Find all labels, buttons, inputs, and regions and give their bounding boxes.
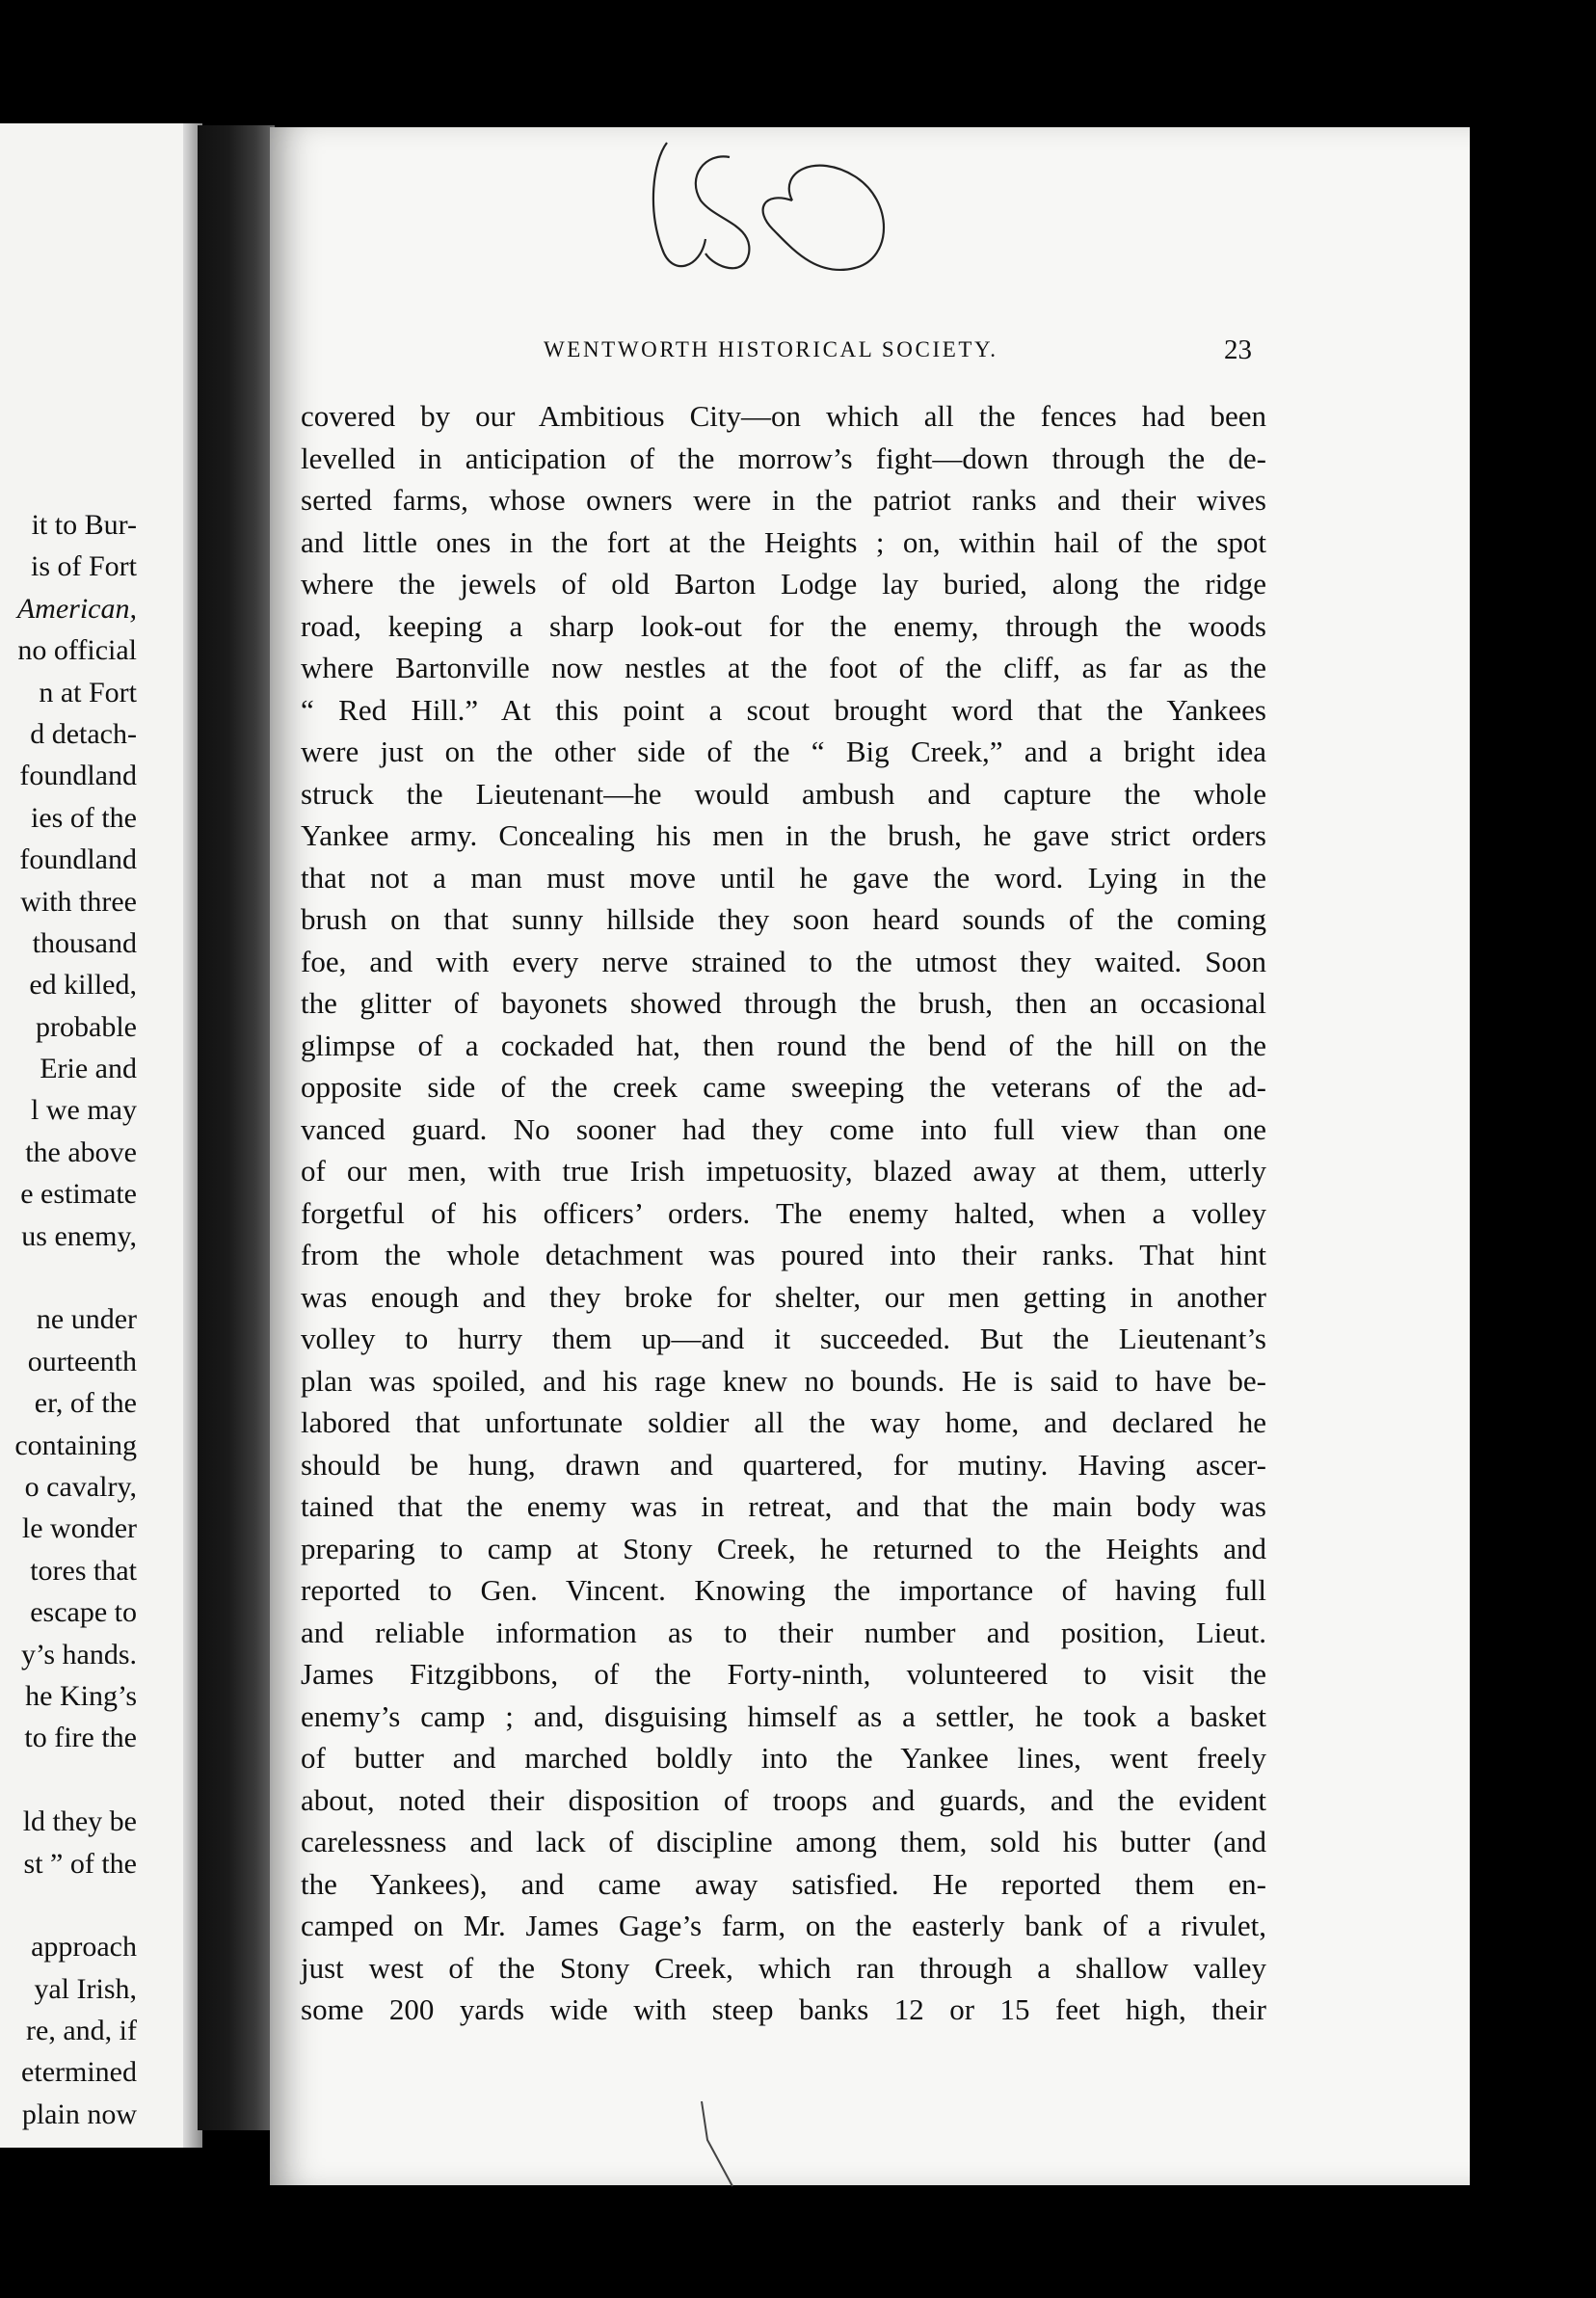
left-page-line: to fire the — [24, 1722, 137, 1754]
text-line: where the jewels of old Barton Lodge lay buried, along the ridge — [301, 567, 1266, 601]
left-page-line: ed killed, — [29, 969, 137, 1002]
left-page-line: yal Irish, — [34, 1972, 137, 2005]
text-line: labored that unfortunate soldier all the way home, and declared he — [301, 1405, 1266, 1439]
text-line: about, noted their disposition of troops and guards, and the evident — [301, 1782, 1266, 1817]
text-line: foe, and with every nerve strained to the utmost they waited. Soon — [301, 944, 1266, 978]
text-line: plan was spoiled, and his rage knew no bounds. He is said to have be- — [301, 1363, 1266, 1398]
left-page-line: us enemy, — [21, 1219, 137, 1252]
text-line: glimpse of a cockaded hat, then round the bend of the hill on the — [301, 1028, 1266, 1062]
text-line: opposite side of the creek came sweeping the veterans of the ad- — [301, 1070, 1266, 1104]
text-line: and little ones in the fort at the Heights ; on, within hail of the spot — [301, 524, 1266, 559]
text-line: carelessness and lack of discipline among them, sold his butter (and — [301, 1825, 1266, 1858]
text-line: road, keeping a sharp look-out for the enemy, through the woods — [301, 608, 1266, 643]
left-page-line: thousand — [32, 926, 137, 959]
left-page-line: it to Bur- — [31, 509, 137, 541]
text-line: of butter and marched boldly into the Yankee lines, went freely — [301, 1741, 1266, 1775]
handwritten-page-number — [648, 123, 918, 287]
left-page-line: er, of the — [34, 1387, 137, 1420]
left-page-line: y’s hands. — [21, 1638, 137, 1670]
text-line: the glitter of bayonets showed through the brush, then an occasional — [301, 986, 1266, 1020]
text-line: of our men, with true Irish impetuosity, blazed away at them, utterly — [301, 1154, 1266, 1188]
text-line: were just on the other side of the “ Big Creek,” and a bright idea — [301, 735, 1266, 768]
left-page-line: escape to — [30, 1596, 137, 1629]
text-line: the Yankees), and came away satisfied. He reported them en- — [301, 1866, 1266, 1901]
text-line: enemy’s camp ; and, disguising himself as a settler, he took a basket — [301, 1698, 1266, 1733]
left-page-line: d detach- — [30, 717, 137, 750]
text-line: struck the Lieutenant—he would ambush and capture the whole — [301, 776, 1266, 811]
left-page-text — [0, 504, 137, 2135]
left-page-line: l we may — [31, 1094, 137, 1127]
left-page-line: tores that — [30, 1554, 137, 1587]
left-page-line: probable — [36, 1010, 137, 1043]
text-line: camped on Mr. James Gage’s farm, on the easterly bank of a rivulet, — [301, 1909, 1266, 1942]
text-line: forgetful of his officers’ orders. The enemy halted, when a volley — [301, 1195, 1266, 1230]
left-page-line: foundland — [19, 843, 137, 876]
text-line: and reliable information as to their number and position, Lieut. — [301, 1615, 1266, 1649]
book-spine-shadow — [198, 125, 275, 2130]
text-line: covered by our Ambitious City—on which all the fences had been — [301, 399, 1266, 433]
text-line: where Bartonville now nestles at the foot of the cliff, as far as the — [301, 651, 1266, 684]
left-page-line — [0, 1884, 137, 1926]
text-line: vanced guard. No sooner had they come into full view than one — [301, 1111, 1266, 1146]
text-line: should be hung, drawn and quartered, for mutiny. Having ascer- — [301, 1447, 1266, 1482]
left-page-line: ourteenth — [27, 1345, 137, 1377]
text-line: James Fitzgibbons, of the Forty-ninth, volunteered to visit the — [301, 1657, 1266, 1691]
left-page-line: foundland — [19, 760, 137, 792]
left-page-line: plain now — [21, 2098, 137, 2130]
left-page-line: with three — [20, 885, 137, 918]
text-line: some 200 yards wide with steep banks 12 or 15 feet high, their — [301, 1992, 1266, 2026]
left-page-line: ld they be — [22, 1805, 137, 1838]
left-page-line: n at Fort — [39, 676, 137, 708]
text-line: “ Red Hill.” At this point a scout brought word that the Yankees — [301, 692, 1266, 727]
left-page-line: approach — [31, 1931, 137, 1964]
left-page-line: re, and, if — [26, 2015, 137, 2047]
left-page-line: the above — [25, 1136, 137, 1168]
text-line: was enough and they broke for shelter, our men getting in another — [301, 1279, 1266, 1314]
text-line: brush on that sunny hillside they soon heard sounds of the coming — [301, 902, 1266, 936]
left-page-line: American, — [16, 592, 137, 625]
text-line: that not a man must move until he gave the word. Lying in the — [301, 860, 1266, 895]
left-page-line: st ” of the — [23, 1847, 137, 1880]
left-page-line — [0, 1759, 137, 1801]
left-page-line: is of Fort — [30, 550, 137, 583]
text-line: from the whole detachment was poured into their ranks. That hint — [301, 1238, 1266, 1271]
text-line: Yankee army. Concealing his men in the brush, he gave strict orders — [301, 818, 1266, 852]
running-head: WENTWORTH HISTORICAL SOCIETY. — [544, 337, 998, 361]
text-line: serted farms, whose owners were in the patriot ranks and their wives — [301, 483, 1266, 517]
left-page — [0, 123, 193, 2148]
left-page-line: etermined — [21, 2056, 137, 2089]
page-folio: 23 — [1224, 334, 1252, 365]
text-line: reported to Gen. Vincent. Knowing the importance of having full — [301, 1573, 1266, 1607]
left-page-line: e estimate — [20, 1178, 137, 1211]
text-line: levelled in anticipation of the morrow’s fight—down through the de- — [301, 441, 1266, 475]
pencil-mark — [694, 2101, 752, 2188]
text-line: preparing to camp at Stony Creek, he returned to the Heights and — [301, 1531, 1266, 1565]
left-page-line: le wonder — [21, 1512, 137, 1545]
text-line: just west of the Stony Creek, which ran through a shallow valley — [301, 1950, 1266, 1985]
left-page-line: he King’s — [25, 1679, 137, 1712]
left-page-line: ne under — [36, 1303, 137, 1336]
body-text — [301, 395, 1266, 2031]
left-page-line — [0, 1257, 137, 1298]
text-line: volley to hurry them up—and it succeeded. But the Lieutenant’s — [301, 1322, 1266, 1355]
left-page-line: ies of the — [31, 801, 137, 834]
left-page-line: no official — [17, 634, 137, 667]
left-page-line: containing — [14, 1429, 137, 1461]
left-page-line: Erie and — [40, 1053, 137, 1085]
text-line: tained that the enemy was in retreat, and that the main body was — [301, 1489, 1266, 1523]
left-page-line: o cavalry, — [24, 1470, 137, 1503]
